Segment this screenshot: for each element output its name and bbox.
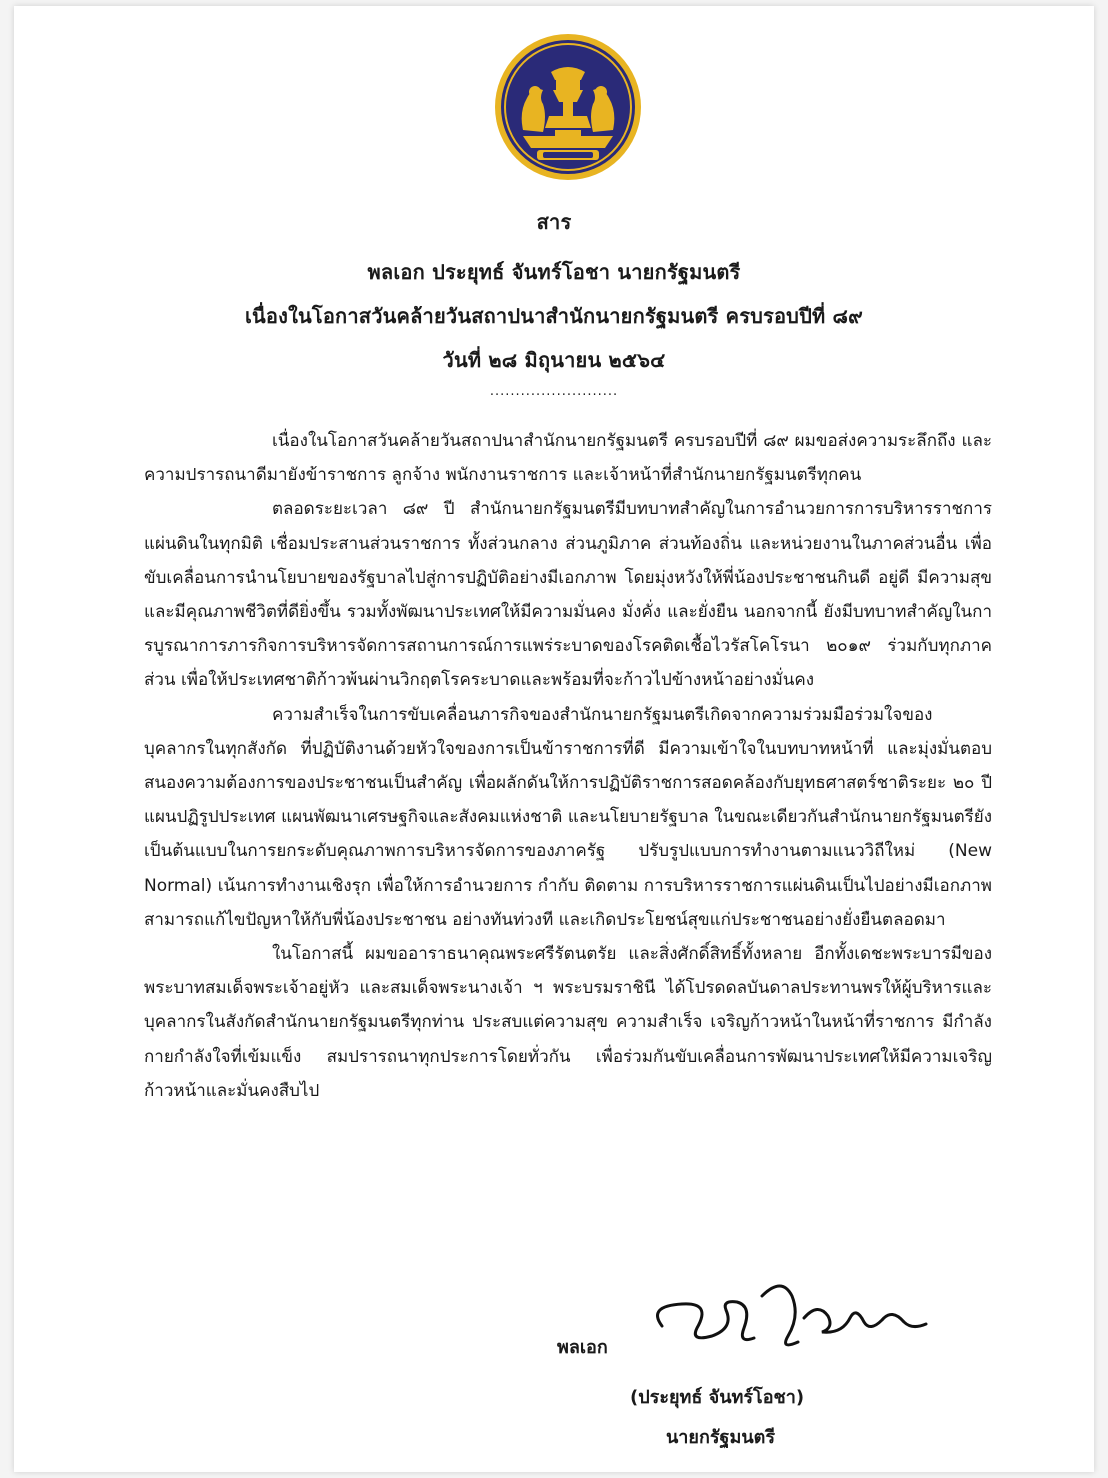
government-seal-icon — [493, 32, 643, 182]
signature-block — [14, 1266, 1094, 1466]
signer-title: นายกรัฐมนตรี — [666, 1427, 775, 1448]
author-heading: พลเอก ประยุทธ์ จันทร์โอชา นายกรัฐมนตรี — [367, 260, 741, 284]
letter-page — [14, 6, 1094, 1472]
handwritten-signature-icon — [642, 1266, 932, 1376]
letter-body — [144, 424, 992, 1108]
paragraph-1: เนื่องในโอกาสวันคล้ายวันสถาปนาสำนักนายกรัฐมนตรี ครบรอบปีที่ ๘๙ ผมขอส่งความระลึกถึง และความปรารถนาดีมายังข้าราชการ ลูกจ้าง พนักงานราชการ และเจ้าหน้าที่สำนักนายกรัฐมนตรีทุกคน — [144, 431, 992, 486]
occasion-heading: เนื่องในโอกาสวันคล้ายวันสถาปนาสำนักนายกรัฐมนตรี ครบรอบปีที่ ๘๙ — [244, 304, 864, 328]
signer-name: (ประยุทธ์ จันทร์โอชา) — [630, 1387, 805, 1408]
paragraph-2: ตลอดระยะเวลา ๘๙ ปี สำนักนายกรัฐมนตรีมีบทบาทสำคัญในการอำนวยการการบริหารราชการแผ่นดินในทุกมิติ เชื่อมประสานส่วนราชการ ทั้งส่วนกลาง ส่วนภูมิภาค ส่วนท้องถิ่น และหน่วยงานในภาคส่วนอื่น เพื่อขับเคลื่อนการนำนโยบายของรัฐบาลไปสู่การปฏิบัติอย่างมีเอกภาพ โดยมุ่งหวังให้พี่น้องประชาชนกินดี อยู่ดี มีความสุข และมีคุณภาพชีวิตที่ดียิ่งขึ้น รวมทั้งพัฒนาประเทศให้มีความมั่นคง มั่งคั่ง และยั่งยืน นอกจากนี้ ยังมีบทบาทสำคัญในการบูรณาการภารกิจการบริหารจัดการสถานการณ์การแพร่ระบาดของโรคติดเชื้อไวรัสโคโรนา ๒๐๑๙ ร่วมกับทุกภาคส่วน เพื่อให้ประเทศชาติก้าวพ้นผ่านวิกฤตโรคระบาดและพร้อมที่จะก้าวไปข้างหน้าอย่างมั่นคง — [144, 499, 992, 691]
signer-rank: พลเอก — [557, 1337, 608, 1358]
separator: ......................... — [489, 384, 619, 399]
message-heading: สาร — [536, 210, 572, 234]
date-heading: วันที่ ๒๘ มิถุนายน ๒๕๖๔ — [442, 348, 666, 372]
paragraph-4: ในโอกาสนี้ ผมขออาราธนาคุณพระศรีรัตนตรัย และสิ่งศักดิ์สิทธิ์ทั้งหลาย อีกทั้งเดชะพระบารมีของพระบาทสมเด็จพระเจ้าอยู่หัว และสมเด็จพระนางเจ้า ฯ พระบรมราชินี ได้โปรดดลบันดาลประทานพรให้ผู้บริหารและบุคลากรในสังกัดสำนักนายกรัฐมนตรีทุกท่าน ประสบแต่ความสุข ความสำเร็จ เจริญก้าวหน้าในหน้าที่ราชการ มีกำลังกายกำลังใจที่เข้มแข็ง สมปรารถนาทุกประการโดยทั่วกัน เพื่อร่วมกันขับเคลื่อนการพัฒนาประเทศให้มีความเจริญก้าวหน้าและมั่นคงสืบไป — [144, 944, 992, 1101]
paragraph-3: ความสำเร็จในการขับเคลื่อนภารกิจของสำนักนายกรัฐมนตรีเกิดจากความร่วมมือร่วมใจของบุคลากรในทุกสังกัด ที่ปฏิบัติงานด้วยหัวใจของการเป็นข้าราชการที่ดี มีความเข้าใจในบทบาทหน้าที่ และมุ่งมั่นตอบสนองความต้องการของประชาชนเป็นสำคัญ เพื่อผลักดันให้การปฏิบัติราชการสอดคล้องกับยุทธศาสตร์ชาติระยะ ๒๐ ปี แผนปฏิรูปประเทศ แผนพัฒนาเศรษฐกิจและสังคมแห่งชาติ และนโยบายรัฐบาล ในขณะเดียวกันสำนักนายกรัฐมนตรียังเป็นต้นแบบในการยกระดับคุณภาพการบริหารจัดการของภาครัฐ ปรับรูปแบบการทำงานตามแนววิถีใหม่ (New Normal) เน้นการทำงานเชิงรุก เพื่อให้การอำนวยการ กำกับ ติดตาม การบริหารราชการแผ่นดินเป็นไปอย่างมีเอกภาพ สามารถแก้ไขปัญหาให้กับพี่น้องประชาชน อย่างทันท่วงที และเกิดประโยชน์สุขแก่ประชาชนอย่างยั่งยืนตลอดมา — [144, 704, 992, 930]
